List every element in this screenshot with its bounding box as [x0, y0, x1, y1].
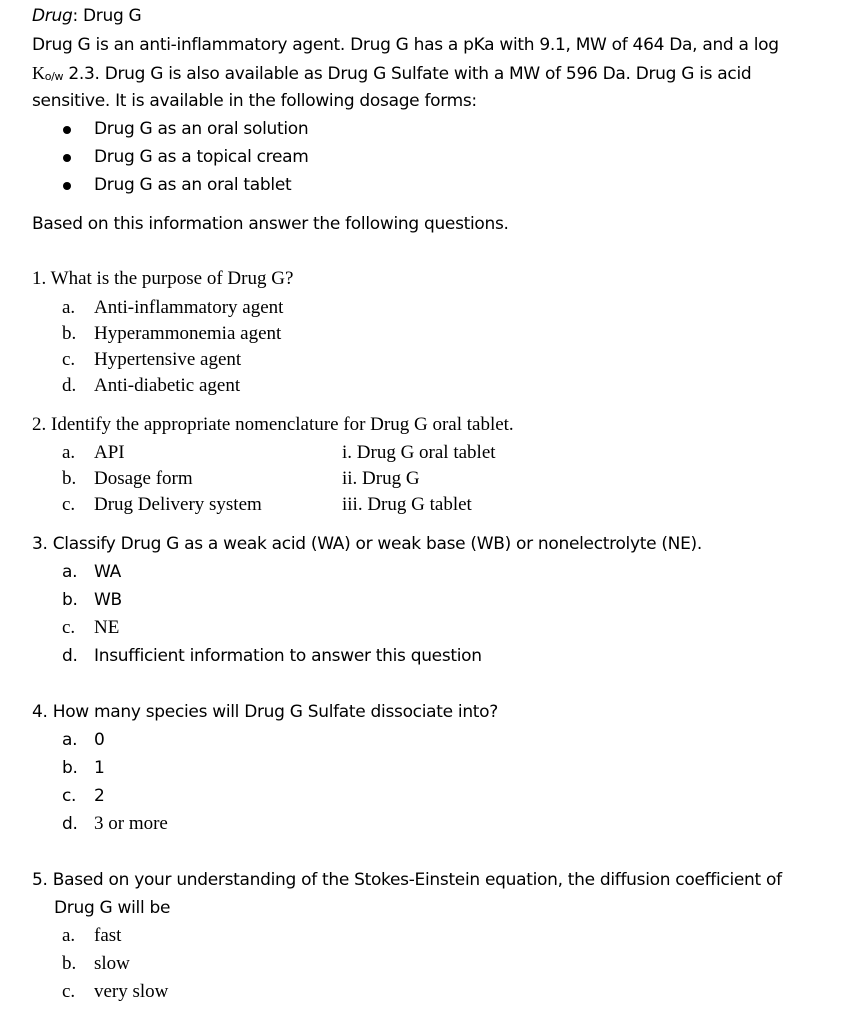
option-text: 2: [94, 786, 105, 806]
option-text: 1: [94, 758, 105, 778]
question-5-text-line-1: 5. Based on your understanding of the Stokes-Einstein equation, the diffusion coefficient of: [32, 870, 782, 890]
option-text: very slow: [94, 981, 169, 1002]
option-text: NE: [94, 617, 120, 638]
intro-line-2: [32, 63, 751, 84]
option-letter: a.: [62, 730, 78, 750]
option-text: Insufficient information to answer this question: [94, 646, 482, 666]
option-letter: c.: [62, 349, 76, 370]
option-letter: a.: [62, 442, 76, 463]
question-1-text: 1. What is the purpose of Drug G?: [32, 268, 294, 289]
option-letter: c.: [62, 494, 76, 515]
option-letter: a.: [62, 925, 76, 946]
drug-title: Drug: Drug G: [32, 6, 142, 26]
bullet-icon: [63, 182, 71, 190]
option-text: WA: [94, 562, 121, 582]
option-letter: c.: [62, 617, 76, 638]
option-text: Hyperammonemia agent: [94, 323, 282, 344]
option-letter: b.: [62, 953, 77, 974]
option-letter: b.: [62, 758, 78, 778]
option-letter: a.: [62, 297, 76, 318]
option-text: API: [94, 442, 125, 463]
option-text: slow: [94, 953, 130, 974]
intro-line-1: Drug G is an anti-inflammatory agent. Drug G has a pKa with 9.1, MW of 464 Da, and a log: [32, 35, 779, 55]
option-letter: b.: [62, 468, 77, 489]
option-text: Anti-diabetic agent: [94, 375, 241, 396]
k-letter: K: [32, 63, 45, 83]
match-item: i. Drug G oral tablet: [342, 442, 496, 463]
bullet-icon: [63, 126, 71, 134]
dosage-form-item: Drug G as an oral tablet: [94, 175, 292, 195]
option-letter: c.: [62, 981, 76, 1002]
option-letter: d.: [62, 646, 78, 666]
match-item: iii. Drug G tablet: [342, 494, 472, 515]
option-letter: a.: [62, 562, 78, 582]
k-subscript: o/w: [44, 70, 64, 83]
match-item: ii. Drug G: [342, 468, 420, 489]
question-4-text: 4. How many species will Drug G Sulfate dissociate into?: [32, 702, 498, 722]
instruction-text: Based on this information answer the following questions.: [32, 214, 509, 234]
option-text: Dosage form: [94, 468, 193, 489]
drug-title-name: Drug G: [83, 6, 142, 26]
drug-title-label: Drug: [32, 6, 73, 26]
option-text: Anti-inflammatory agent: [94, 297, 284, 318]
option-letter: b.: [62, 323, 77, 344]
option-letter: d.: [62, 814, 78, 834]
option-text: fast: [94, 925, 122, 946]
dosage-form-item: Drug G as a topical cream: [94, 147, 309, 167]
question-2-text: 2. Identify the appropriate nomenclature for Drug G oral tablet.: [32, 414, 514, 435]
option-text: Hypertensive agent: [94, 349, 242, 370]
option-letter: b.: [62, 590, 78, 610]
intro-line-3: sensitive. It is available in the following dosage forms:: [32, 91, 477, 111]
question-3-text: 3. Classify Drug G as a weak acid (WA) or weak base (WB) or nonelectrolyte (NE).: [32, 534, 702, 554]
bullet-icon: [63, 154, 71, 162]
dosage-form-item: Drug G as an oral solution: [94, 119, 309, 139]
option-letter: c.: [62, 786, 77, 806]
option-text: 0: [94, 730, 105, 750]
option-text: 3 or more: [94, 813, 168, 834]
intro-line-2-rest: 2.3. Drug G is also available as Drug G Sulfate with a MW of 596 Da. Drug G is acid: [63, 64, 752, 84]
option-letter: d.: [62, 375, 77, 396]
option-text: Drug Delivery system: [94, 494, 262, 515]
question-5-text-line-2: Drug G will be: [54, 898, 171, 918]
option-text: WB: [94, 590, 122, 610]
